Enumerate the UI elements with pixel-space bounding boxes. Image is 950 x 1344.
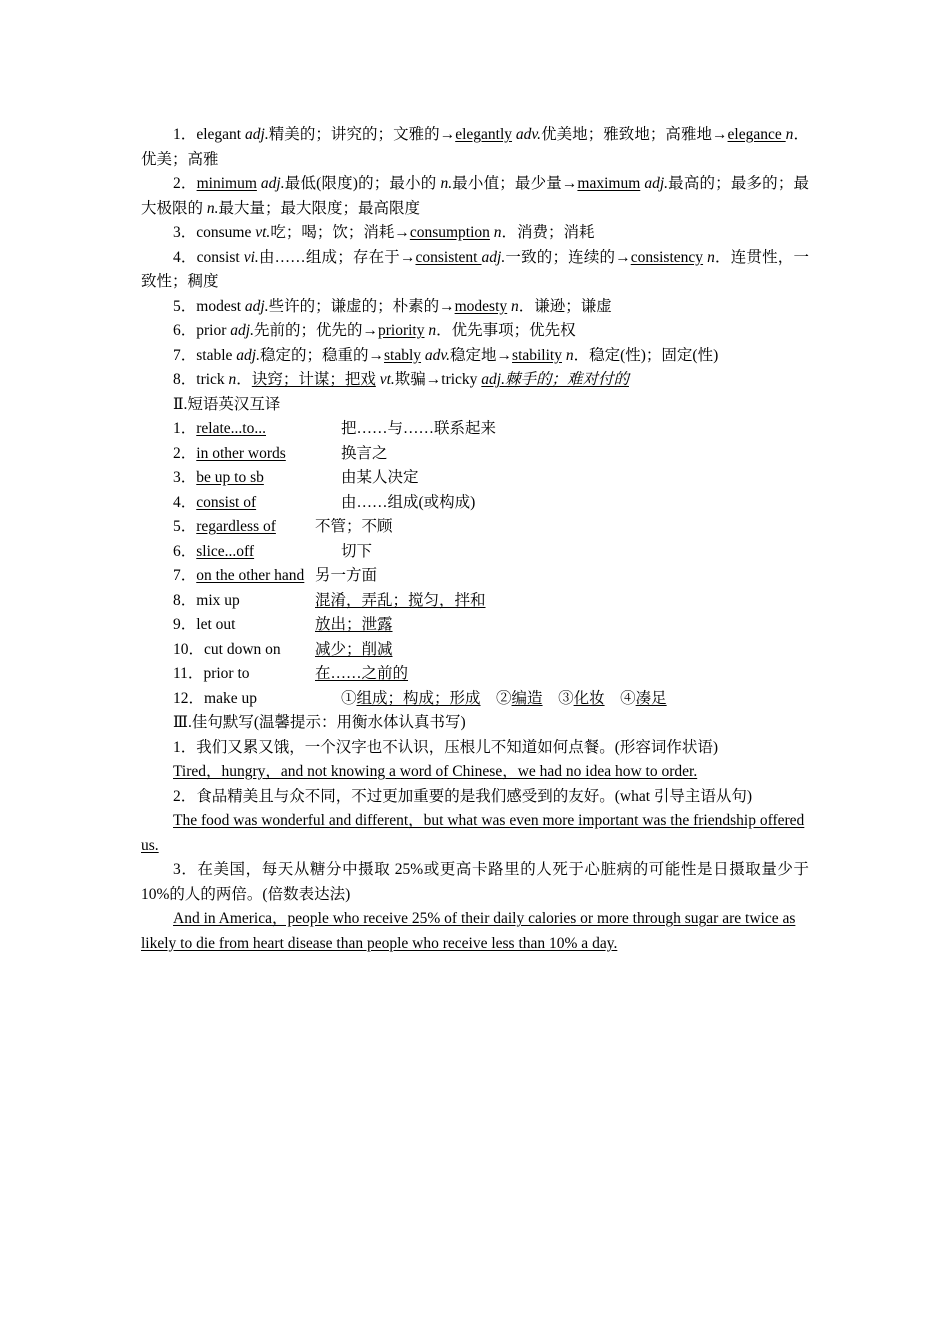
vocab-item-4: [141, 246, 809, 295]
item-number: 12．: [173, 689, 205, 707]
definition: 优美地；雅致地；高雅地→: [541, 126, 728, 143]
item-number: 5．: [173, 297, 197, 315]
item-number: 2．: [173, 175, 197, 192]
phrase-chinese: 换言之: [341, 444, 388, 462]
phrase-chinese: 由某人决定: [341, 469, 419, 486]
phrase-chinese: 切下: [341, 542, 373, 560]
prompt-text: 1．我们又累又饿，一个汉字也不认识，压根儿不知道如何点餐。: [173, 738, 615, 756]
answer-blank: maximum: [577, 175, 641, 192]
phrase-text: cut down on: [204, 640, 281, 658]
vocab-item-5: [141, 295, 809, 320]
item-number: 11．: [173, 665, 204, 682]
phrase-text: in other words: [196, 444, 286, 462]
phrase-text: make up: [204, 689, 257, 707]
phrase-english: [173, 638, 315, 663]
definition: ．: [236, 371, 252, 388]
sentence-prompt-1: [141, 736, 809, 761]
definition: ．谦逊；谦虚: [518, 297, 612, 315]
phrase-chinese: 放出；泄露: [315, 616, 393, 633]
item-number: 6．: [173, 322, 197, 339]
phrase-text: on the other hand: [196, 567, 305, 584]
phrase-english: [173, 466, 341, 491]
phrase-item-7: [141, 564, 809, 589]
item-number: 6．: [173, 542, 197, 560]
grammar-hint: (形容词作状语): [614, 738, 719, 756]
part-of-speech: n: [785, 126, 794, 143]
phrase-chinese: 混淆，弄乱；搅匀，拌和: [315, 591, 486, 609]
definition: ．稳定(性)；固定(性): [573, 346, 719, 364]
prompt-text: 3．在美国，每天从糖分中摄取 25%或更高卡路里的人死于心脏病的可能性是日摄取量少于 10%的人的两倍。: [141, 861, 809, 903]
answer-blank: stably: [384, 346, 422, 364]
phrase-item-6: [141, 540, 809, 565]
sentence-answer-2: [141, 809, 809, 858]
head-word: consist: [196, 248, 244, 266]
phrase-english: [173, 417, 341, 442]
option-marker: ①: [341, 689, 357, 707]
part-of-speech: n: [703, 248, 715, 266]
prompt-text: 2．食品精美且与众不同，不过更加重要的是我们感受到的友好。: [173, 787, 615, 805]
answer-blank: 凑足: [635, 689, 667, 707]
section-title-sentences: [141, 711, 809, 736]
definition: 精美的；讲究的；文雅的→: [268, 126, 456, 143]
vocab-item-2: [141, 172, 809, 221]
answer-text: Tired，hungry，and not knowing a word of Chinese，we had no idea how to order.: [173, 763, 698, 780]
part-of-speech: n: [561, 346, 574, 364]
worksheet-page: [141, 123, 809, 956]
answer-blank: 化妆: [573, 689, 605, 707]
part-of-speech: adj.: [256, 175, 285, 192]
item-number: 10．: [173, 640, 205, 658]
definition: ．消费；消耗: [501, 224, 595, 241]
item-number: 9．: [173, 616, 197, 633]
part-of-speech: adv.: [512, 126, 542, 143]
part-of-speech: n: [507, 297, 519, 315]
definition: ．优先事项；优先权: [436, 322, 576, 339]
definition: ．连贯性，一致性；稠度: [141, 248, 809, 290]
grammar-hint: (what 引导主语从句): [614, 787, 753, 805]
phrase-text: mix up: [196, 591, 240, 609]
phrase-english: [173, 442, 341, 467]
part-of-speech: vt.: [255, 224, 271, 241]
definition: 稳定地→: [450, 346, 513, 364]
phrase-item-8: [141, 589, 809, 614]
part-of-speech: adj.: [236, 346, 260, 364]
vocab-item-7: [141, 344, 809, 369]
part-of-speech: n: [489, 224, 502, 241]
definition: 吃；喝；饮；消耗→: [270, 224, 410, 241]
definition: ．优美；高雅: [141, 126, 809, 168]
vocab-item-3: [141, 221, 809, 246]
part-of-speech: adj.: [244, 297, 269, 315]
head-word: stable: [196, 346, 237, 364]
option-marker: ④: [604, 689, 636, 707]
phrase-item-4: [141, 491, 809, 516]
answer-blank: consumption: [409, 224, 490, 241]
answer-blank: consistent: [415, 248, 482, 266]
part-of-speech: adj.: [230, 322, 254, 339]
part-of-speech: n.: [440, 175, 453, 192]
section-title-phrases: Ⅱ.短语英汉互译: [173, 395, 281, 413]
item-number: 8．: [173, 591, 197, 609]
phrase-item-12: [141, 687, 809, 712]
head-word: prior: [196, 322, 231, 339]
vocab-item-1: [141, 123, 809, 172]
definition: 最高的；最多的；最大极限的: [141, 175, 809, 217]
phrase-item-10: [141, 638, 809, 663]
phrase-english: [173, 613, 315, 638]
part-of-speech: vi.: [243, 248, 259, 266]
vocab-item-6: [141, 319, 809, 344]
head-word: consume: [196, 224, 256, 241]
head-word: trick: [196, 371, 229, 388]
phrase-chinese: 在……之前的: [315, 665, 409, 682]
phrase-chinese: 由……组成(或构成): [341, 493, 476, 511]
phrase-chinese: 不管；不顾: [315, 518, 393, 535]
answer-blank: 编造: [511, 689, 543, 707]
phrase-english: [173, 589, 315, 614]
phrase-english: [173, 491, 341, 516]
part-of-speech: n: [228, 371, 237, 388]
sentence-prompt-2: [141, 785, 809, 810]
option-marker: ③: [542, 689, 574, 707]
phrase-text: consist of: [196, 493, 257, 511]
section-title-text: Ⅲ.佳句默写: [173, 714, 254, 731]
item-number: 7．: [173, 346, 197, 364]
answer-blank: modesty: [454, 297, 508, 315]
answer-blank: elegantly: [455, 126, 513, 143]
answer-blank: 诀窍；计谋；把戏: [251, 371, 376, 388]
definition: 最低(限度)的；最小的: [284, 175, 441, 192]
item-number: 1．: [173, 420, 197, 437]
phrase-chinese: [341, 687, 667, 712]
phrase-text: relate...to...: [196, 420, 266, 437]
sentence-answer-1: [141, 760, 809, 785]
definition: 最大量；最大限度；最高限度: [218, 199, 421, 217]
definition: 些许的；谦虚的；朴素的→: [268, 297, 455, 315]
item-number: 3．: [173, 224, 197, 241]
phrase-item-2: [141, 442, 809, 467]
phrase-english: [173, 687, 341, 712]
sentence-answer-3: [141, 907, 809, 956]
phrase-item-11: [141, 662, 809, 687]
option-marker: ②: [480, 689, 512, 707]
answer-blank: adj.棘手的；难对付的: [481, 371, 629, 388]
answer-blank: elegance: [727, 126, 786, 143]
definition: 一致的；连续的→: [505, 248, 631, 266]
sentence-list: [141, 736, 809, 957]
phrase-text: let out: [196, 616, 236, 633]
definition: 欺骗→tricky: [394, 371, 482, 388]
item-number: 8．: [173, 371, 197, 388]
item-number: 3．: [173, 469, 197, 486]
part-of-speech: adv.: [421, 346, 451, 364]
answer-blank: consistency: [630, 248, 704, 266]
phrase-english: [173, 540, 341, 565]
part-of-speech: n.: [206, 199, 219, 217]
definition: 稳定的；稳重的→: [259, 346, 384, 364]
item-number: 5．: [173, 518, 197, 535]
part-of-speech: adj.: [640, 175, 669, 192]
phrase-english: [173, 564, 315, 589]
definition: 先前的；优先的→: [253, 322, 378, 339]
definition: 最小值；最少量→: [452, 175, 578, 192]
answer-blank: priority: [377, 322, 425, 339]
part-of-speech: adj.: [245, 126, 269, 143]
phrase-chinese: 把……与……联系起来: [341, 420, 497, 437]
part-of-speech: adj.: [481, 248, 506, 266]
head-word: elegant: [196, 126, 246, 143]
head-word: modest: [196, 297, 245, 315]
phrase-item-5: [141, 515, 809, 540]
item-number: 2．: [173, 444, 197, 462]
vocab-item-8: [141, 368, 809, 393]
item-number: 7．: [173, 567, 197, 584]
phrase-item-3: [141, 466, 809, 491]
item-number: 4．: [173, 248, 197, 266]
answer-text: And in America，people who receive 25% of their daily calories or more through sugar are twice as likely to die from heart disease than people who receive less than 10% a day.: [141, 910, 796, 952]
answer-blank: 组成；构成；形成: [356, 689, 481, 707]
phrase-list: [141, 417, 809, 687]
phrase-english: [173, 515, 315, 540]
answer-text: The food was wonderful and different，but what was even more important was the friendship offered us.: [141, 812, 805, 854]
phrase-chinese: 另一方面: [315, 567, 378, 584]
part-of-speech: n: [424, 322, 437, 339]
phrase-item-1: [141, 417, 809, 442]
phrase-english: [173, 662, 315, 687]
answer-blank: stability: [512, 346, 562, 364]
grammar-hint: (倍数表达法): [262, 885, 351, 903]
item-number: 1．: [173, 126, 197, 143]
sentence-prompt-3: [141, 858, 809, 907]
phrase-item-9: [141, 613, 809, 638]
phrase-text: be up to sb: [196, 469, 264, 486]
section-note: (温馨提示：用衡水体认真书写): [253, 714, 466, 731]
item-number: 4．: [173, 493, 197, 511]
phrase-text: prior to: [203, 665, 250, 682]
phrase-text: regardless of: [196, 518, 276, 535]
answer-blank: minimum: [196, 175, 257, 192]
definition: 由……组成；存在于→: [258, 248, 416, 266]
phrase-chinese: 减少；削减: [315, 640, 393, 658]
part-of-speech: vt.: [375, 371, 395, 388]
phrase-text: slice...off: [196, 542, 255, 560]
